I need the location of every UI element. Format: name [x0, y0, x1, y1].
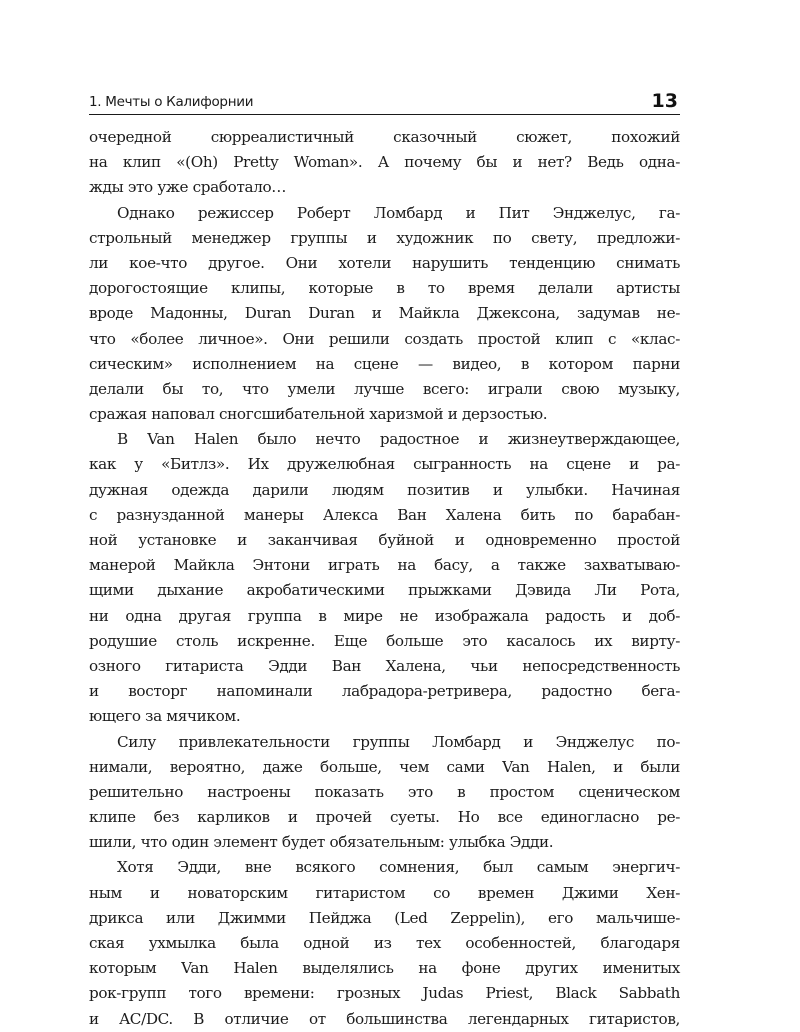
text-line: ская ухмылка была одной из тех особенностей, благодаря	[89, 934, 680, 952]
page-number: 13	[651, 90, 678, 112]
text-line: которым Van Halen выделялись на фоне других именитых	[89, 959, 680, 978]
page-header	[89, 88, 680, 115]
text-line: дорогостоящие клипы, которые в то время делали артисты	[89, 279, 680, 298]
text-line: рок-групп того времени: грозных Judas Priest, Black Sabbath	[89, 984, 680, 1003]
text-line: дужная одежда дарили людям позитив и улыбки. Начиная	[89, 480, 680, 499]
text-line: ли кое-что другое. Они хотели нарушить тенденцию снимать	[89, 253, 680, 272]
text-line: что «более личное». Они решили создать простой клип с «клас-	[89, 329, 680, 348]
text-line: и восторг напоминали лабрадора-ретривера, радостно бега-	[89, 682, 680, 701]
text-line: делали бы то, что умели лучше всего: играли свою музыку,	[89, 379, 680, 398]
text-line: на клип «(Oh) Pretty Woman». А почему бы и нет? Ведь одна-	[89, 153, 680, 172]
running-head: 1. Мечты о Калифорнии	[89, 94, 254, 110]
text-line: ным и новаторским гитаристом со времен Джими Хен-	[89, 883, 680, 902]
text-line: нимали, вероятно, даже больше, чем сами Van Halen, и были	[89, 757, 680, 776]
text-line: клипе без карликов и прочей суеты. Но все единогласно ре-	[89, 808, 680, 827]
text-line: Однако режиссер Роберт Ломбард и Пит Энджелус, га-	[117, 203, 680, 222]
text-line: манерой Майкла Энтони играть на басу, а также захватываю-	[89, 556, 680, 575]
text-line: Силу привлекательности группы Ломбард и Энджелус по-	[117, 732, 680, 751]
text-line: Хотя Эдди, вне всякого сомнения, был самым энергич-	[117, 858, 680, 877]
text-line: решительно настроены показать это в простом сценическом	[89, 782, 680, 801]
text-line: озного гитариста Эдди Ван Халена, чьи непосредственность	[89, 656, 680, 675]
text-line: жды это уже сработало…	[89, 178, 287, 197]
text-line: и AC/DC. В отличие от большинства легендарных гитаристов,	[89, 1009, 680, 1028]
text-line: шили, что один элемент будет обязательным: улыбка Эдди.	[89, 833, 554, 852]
text-line: В Van Halen было нечто радостное и жизнеутверждающее,	[117, 430, 680, 449]
text-line: сражая наповал сногсшибательной харизмой и дерзостью.	[89, 405, 548, 424]
text-line: ной установке и заканчивая буйной и одновременно простой	[89, 531, 680, 549]
text-line: вроде Мадонны, Duran Duran и Майкла Джексона, задумав не-	[89, 304, 680, 323]
text-line: ни одна другая группа в мире не изображала радость и доб-	[89, 606, 680, 625]
body-text	[89, 125, 680, 1032]
text-line: сическим» исполнением на сцене — видео, в котором парни	[89, 354, 680, 373]
text-line: ющего за мячиком.	[89, 707, 241, 726]
text-line: щими дыхание акробатическими прыжками Дэвида Ли Рота,	[89, 581, 680, 600]
text-line: родушие столь искренне. Еще больше это касалось их вирту-	[89, 631, 680, 650]
text-line: как у «Битлз». Их дружелюбная сыгранность на сцене и ра-	[89, 455, 680, 474]
text-line: с разнузданной манеры Алекса Ван Халена бить по барабан-	[89, 505, 680, 524]
text-line: дрикса или Джимми Пейджа (Led Zeppelin), его мальчише-	[89, 908, 680, 927]
text-line: очередной сюрреалистичный сказочный сюжет, похожий	[89, 128, 680, 146]
text-line: строльный менеджер группы и художник по свету, предложи-	[89, 228, 680, 247]
